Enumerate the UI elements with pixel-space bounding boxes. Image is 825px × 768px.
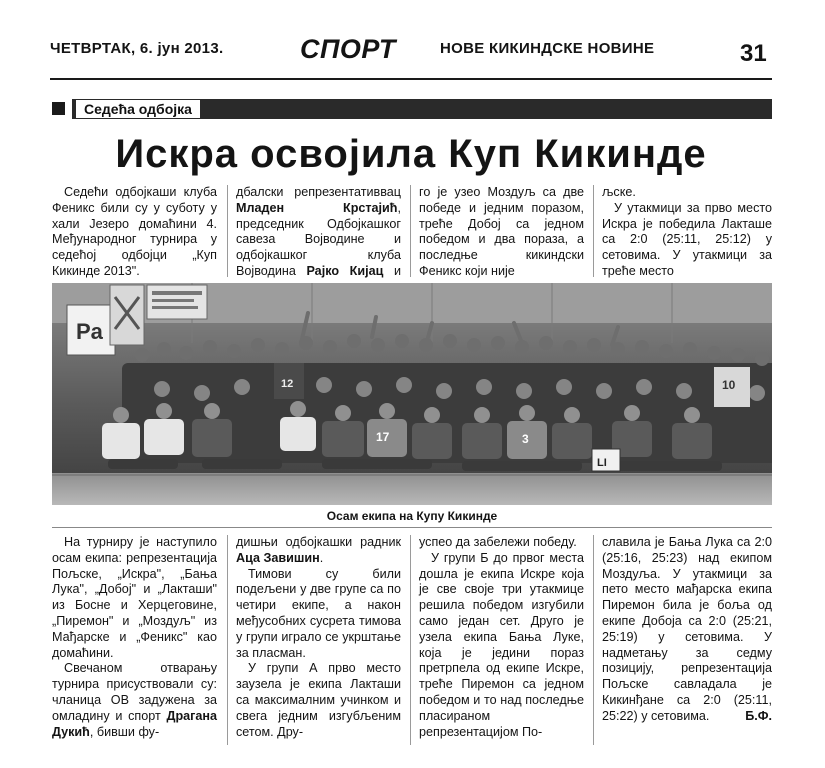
person-name: Аца Завишин [236,550,320,565]
paragraph [236,535,401,567]
person-name: Драгана Дукић [52,708,217,739]
paragraph: Тимови су били подељени у две групе са по четири екипе, а након међусобних сусрета тимова у групи играло се укрштање за пласман. [236,566,401,660]
jersey-number: 17 [376,430,390,444]
bottom-column-1 [52,535,217,740]
caption-divider [52,527,772,528]
paragraph: Седећи одбојкаши клуба Феникс били су у суботу у хали Језеро домаћини 4. Међународног турнира у седећој одбојци „Куп Кикинде 2013". [52,185,217,278]
column-divider [227,535,228,745]
paragraph-text: славила је Бања Лука са 2:0 (25:16, 25:23) над екипом Моздуља. У утакмици за пето место мађарска екипа Пиремон била је боља од екипе Добоја са 2:0 (25:21, 25:19) у сетовима. У надметању за седму позицију, репрезентација Пољске савладала је Кикинђане са 2:0 (25:11, 25:22) у сетовима. [602,535,772,723]
author-signature: Б.Ф. [745,708,772,723]
paragraph: љске. [602,185,636,199]
bottom-column-2 [236,535,401,740]
jersey-number: 3 [522,432,529,446]
team-photo-image [52,283,772,505]
column-divider [227,185,228,277]
paragraph-text: , бивши фу- [89,724,160,739]
paragraph-text: Свечаном отварању турнира присуствовали су: чланица ОВ задужена за омладину и спорт [52,661,217,723]
paragraph: У утакмици за прво место Искра је победила Лакташе са 2:0 (25:11, 25:12) у сетовима. У утакмици за треће место [602,200,772,278]
section-title: СПОРТ [300,34,396,64]
header-divider [50,78,772,80]
paragraph [602,535,772,725]
paragraph [236,185,401,296]
paragraph: У групи Б до првог места дошла је екипа Искре која је све своје три утакмице решила победом изгубили само један сет. Друго је узела екипа Бања Луке, која је једини пораз претрпела од екипе Искре, треће Пиремон са једном победом и то над последње пласираном репрезентацијом По- [419,550,584,739]
bottom-column-3 [419,535,584,740]
person-name: Рајко Кијац [306,263,384,278]
bottom-column-4 [602,535,772,725]
column-divider [593,535,594,745]
column-divider [593,185,594,277]
newspaper-name: НОВЕ КИКИНДСКЕ НОВИНЕ [440,40,655,57]
paragraph: го је узео Моздуљ са две победе и једним поразом, треће Добој са једном победом и два пораза, а последње кикиндски Феникс који није [419,185,584,278]
top-column-4 [602,185,772,280]
page-number: 31 [740,40,767,67]
kicker-label: Седећа одбојка [76,100,200,118]
top-column-1 [52,185,217,280]
paragraph-text: , председник Одбојкашког савеза Војводине и одбојкашког клуба Војводина [236,200,401,278]
photo-caption: Осам екипа на Купу Кикинде [326,509,498,523]
paragraph: У групи А прво место заузела је екипа Лакташи са максималним учинком и свега једним изгубљеним сетом. Дру- [236,661,401,739]
team-photo [52,283,772,505]
top-column-3 [419,185,584,280]
paragraph-text: дишњи одбојкашки радник [236,535,401,549]
issue-date: ЧЕТВРТАК, 6. јун 2013. [50,40,224,57]
column-divider [410,535,411,745]
paragraph: успео да забележи победу. [419,535,577,549]
top-column-2 [236,185,401,296]
person-name: Младен Крстајић [236,200,398,215]
article-headline: Искра освојила Куп Кикинде [115,132,707,176]
column-divider [410,185,411,277]
paragraph [52,661,217,740]
paragraph: На турниру је наступило осам екипа: репрезентација Пољске, „Искра", „Бања Лука", „Добој" и „Лакташи" из Босне и Херцеговине, „Пиремон" и „Моздуљ" из Мађарске и „Феникс" као домаћини. [52,535,217,660]
jersey-number: 10 [722,378,736,392]
jersey-number: 12 [281,378,294,390]
paragraph-text: . [319,550,324,565]
sign-text: LI [597,457,607,469]
banner-text: Pa [76,319,103,344]
kicker-square-icon [52,102,65,115]
paragraph-text: и [393,263,401,278]
paragraph-text: дбалски репрезентативвац [236,185,401,199]
